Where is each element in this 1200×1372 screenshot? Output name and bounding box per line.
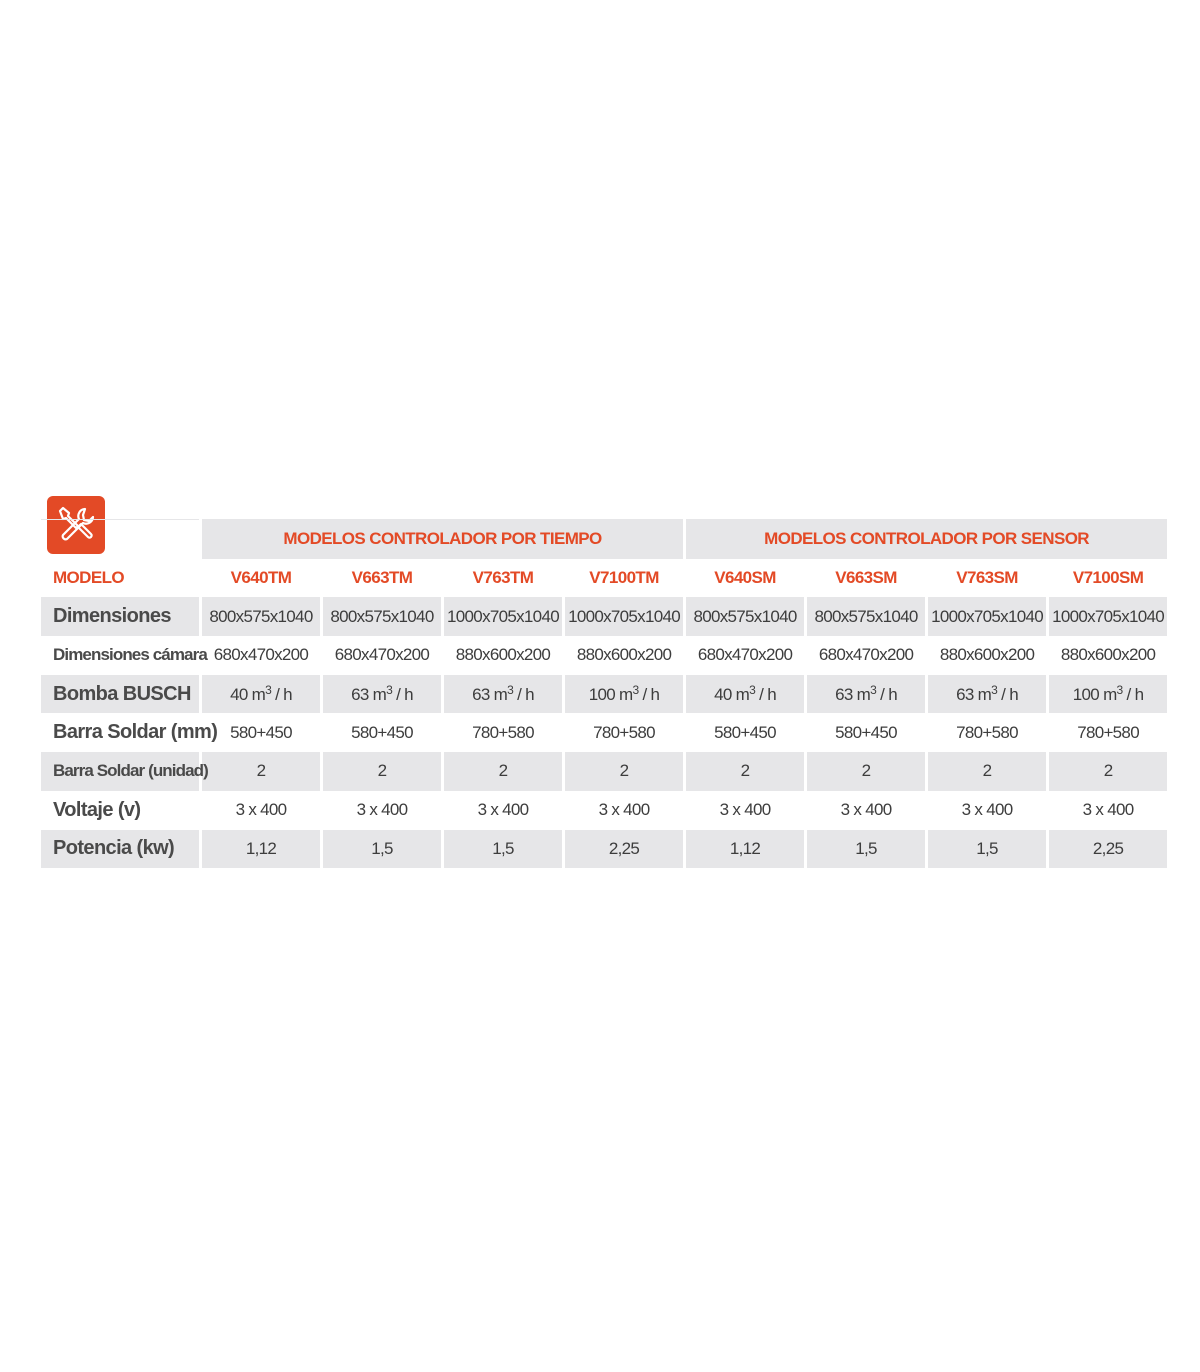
spec-value: 880x600x200 [576, 645, 672, 665]
flow-unit-exponent: 3 [265, 683, 272, 698]
spec-value: 2,25 [565, 830, 683, 869]
spec-value: 780+580 [1077, 722, 1139, 742]
model-name: V763SM [956, 568, 1018, 588]
spec-value: 3 x 400 [1082, 800, 1134, 820]
spec-value: 1,5 [323, 830, 441, 869]
flow-number: 40 [230, 685, 248, 705]
flow-number: 63 [835, 685, 853, 705]
flow-unit: m [735, 685, 750, 705]
spec-value: 3 x 400 [961, 800, 1013, 820]
spec-value: 3 x 400 [235, 800, 287, 820]
spec-value: 3 x 400 [719, 800, 771, 820]
flow-unit: m [372, 685, 387, 705]
spec-row-bomba [41, 675, 1167, 714]
flow-unit-suffix: / h [275, 685, 292, 705]
spec-value: 2 [807, 752, 925, 791]
group-header-row [41, 519, 1167, 559]
spec-value: 1,5 [807, 830, 925, 869]
spec-value: 880x600x200 [1060, 645, 1156, 665]
flow-unit: m [619, 685, 633, 705]
flow-number: 63 [351, 685, 369, 705]
flow-unit-exponent: 3 [749, 683, 756, 698]
spec-value: 2 [202, 752, 320, 791]
model-header-row [41, 559, 1167, 598]
spec-value: 580+450 [835, 722, 897, 742]
spec-value: 3 x 400 [840, 800, 892, 820]
spec-value: 580+450 [351, 722, 413, 742]
spec-value: 800x575x1040 [323, 597, 441, 636]
spec-value: 1000x705x1040 [1049, 597, 1167, 636]
spec-value: 580+450 [230, 722, 292, 742]
spec-value: 2 [444, 752, 562, 791]
spec-value [686, 675, 804, 714]
spec-value [323, 675, 441, 714]
spec-value [1049, 675, 1167, 714]
flow-number: 40 [714, 685, 732, 705]
spec-value: 1000x705x1040 [928, 597, 1046, 636]
spec-value [807, 675, 925, 714]
group-header-blank [41, 519, 199, 559]
model-name: V763TM [472, 568, 534, 588]
flow-unit-exponent: 3 [870, 683, 877, 698]
spec-row-barra-mm [41, 713, 1167, 752]
flow-unit: m [977, 685, 992, 705]
flow-number: 100 [588, 685, 615, 705]
model-name: V7100TM [589, 568, 659, 588]
row-label: Barra Soldar (unidad) [41, 752, 199, 791]
flow-unit-exponent: 3 [507, 683, 514, 698]
spec-value: 780+580 [593, 722, 655, 742]
spec-row-dimensiones [41, 597, 1167, 636]
spec-value: 2 [928, 752, 1046, 791]
flow-unit-exponent: 3 [386, 683, 393, 698]
model-name: V663TM [351, 568, 413, 588]
flow-unit-exponent: 3 [1116, 683, 1123, 698]
flow-unit: m [1103, 685, 1117, 705]
flow-unit-suffix: / h [759, 685, 776, 705]
spec-value [565, 675, 683, 714]
spec-value: 880x600x200 [455, 645, 551, 665]
spec-table [38, 519, 1170, 868]
spec-value: 800x575x1040 [807, 597, 925, 636]
flow-unit-suffix: / h [880, 685, 897, 705]
row-label: Voltaje (v) [53, 798, 141, 821]
flow-unit-suffix: / h [642, 685, 660, 705]
spec-row-dimensiones-camara [41, 636, 1167, 675]
spec-value: 780+580 [472, 722, 534, 742]
row-label: Dimensiones cámara [53, 645, 207, 665]
spec-value: 1,5 [928, 830, 1046, 869]
flow-unit-suffix: / h [396, 685, 413, 705]
spec-value: 800x575x1040 [686, 597, 804, 636]
model-name: V640SM [714, 568, 776, 588]
spec-row-potencia [41, 830, 1167, 869]
model-name: V663SM [835, 568, 897, 588]
spec-value: 3 x 400 [356, 800, 408, 820]
spec-value [202, 675, 320, 714]
spec-value: 3 x 400 [598, 800, 650, 820]
flow-unit-exponent: 3 [991, 683, 998, 698]
spec-value: 2 [323, 752, 441, 791]
spec-value: 680x470x200 [697, 645, 793, 665]
flow-number: 100 [1072, 685, 1100, 705]
spec-value: 800x575x1040 [202, 597, 320, 636]
row-label: Barra Soldar (mm) [53, 721, 218, 744]
flow-unit: m [493, 685, 508, 705]
spec-value: 880x600x200 [939, 645, 1035, 665]
spec-value: 2 [565, 752, 683, 791]
flow-unit-suffix: / h [1001, 685, 1018, 705]
spec-value: 580+450 [714, 722, 776, 742]
spec-value: 680x470x200 [213, 645, 309, 665]
spec-value: 2 [1049, 752, 1167, 791]
spec-value: 2 [686, 752, 804, 791]
flow-unit: m [856, 685, 871, 705]
spec-value [444, 675, 562, 714]
spec-value: 780+580 [956, 722, 1018, 742]
row-label: Potencia (kw) [41, 830, 199, 869]
spec-value: 1000x705x1040 [444, 597, 562, 636]
row-label: Bomba BUSCH [41, 675, 199, 714]
spec-value [928, 675, 1046, 714]
group-sensor-header: MODELOS CONTROLADOR POR SENSOR [686, 519, 1167, 559]
flow-number: 63 [956, 685, 974, 705]
spec-value: 1,5 [444, 830, 562, 869]
flow-unit-exponent: 3 [632, 683, 639, 698]
flow-unit-suffix: / h [517, 685, 534, 705]
spec-value: 1,12 [202, 830, 320, 869]
flow-unit: m [251, 685, 266, 705]
spec-row-barra-unidad [41, 752, 1167, 791]
model-label: MODELO [53, 568, 125, 588]
spec-value: 1,12 [686, 830, 804, 869]
flow-unit-suffix: / h [1126, 685, 1144, 705]
group-time-header: MODELOS CONTROLADOR POR TIEMPO [202, 519, 683, 559]
row-label: Dimensiones [41, 597, 199, 636]
model-name: V7100SM [1072, 568, 1144, 588]
flow-number: 63 [472, 685, 490, 705]
spec-value: 1000x705x1040 [565, 597, 683, 636]
model-name: V640TM [230, 568, 292, 588]
spec-value: 2,25 [1049, 830, 1167, 869]
spec-value: 680x470x200 [334, 645, 430, 665]
spec-row-voltaje [41, 791, 1167, 830]
spec-value: 3 x 400 [477, 800, 529, 820]
spec-value: 680x470x200 [818, 645, 914, 665]
